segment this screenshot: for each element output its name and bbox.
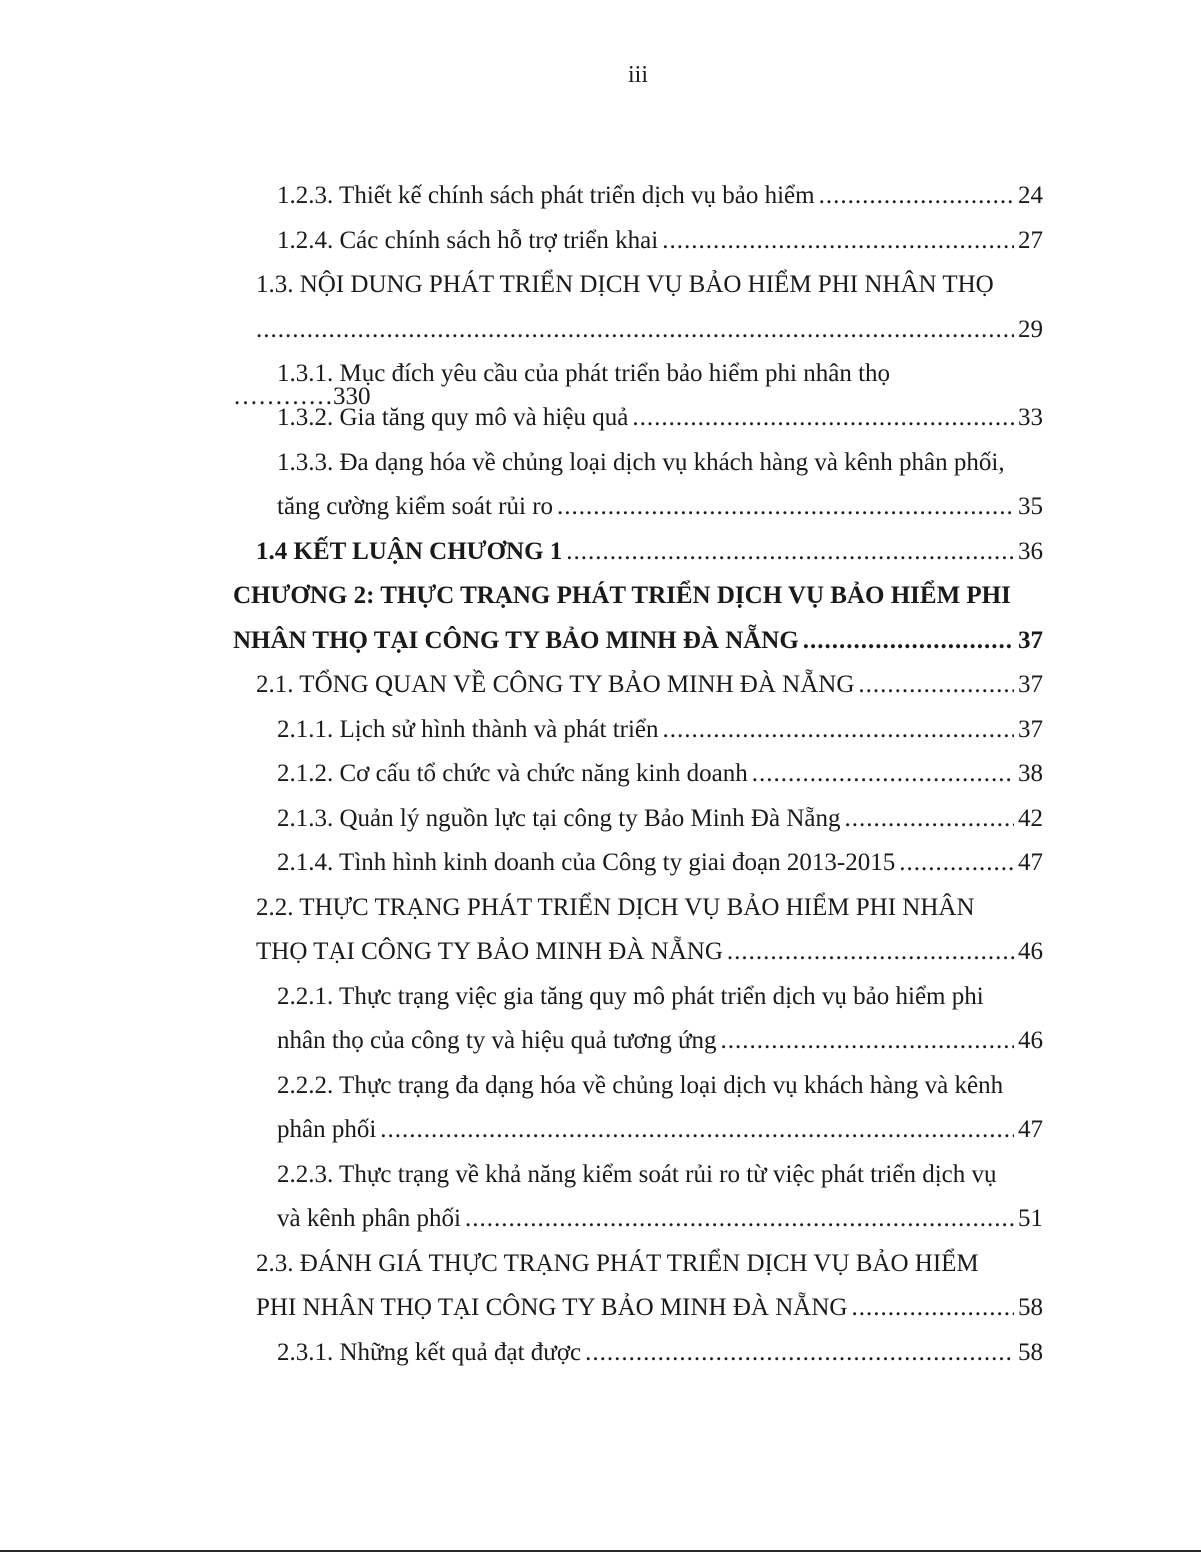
toc-page-number: 47 (1018, 1116, 1043, 1143)
toc-entry-text: phân phối (277, 1116, 377, 1143)
dot-leader (663, 711, 1014, 749)
toc-page-number: 42 (1018, 804, 1043, 832)
toc-entry-2-2-2-cont[interactable] (0, 1111, 1201, 1156)
toc-entry-2-1[interactable] (0, 666, 1201, 711)
dot-leader (662, 222, 1014, 260)
dot-leader (632, 399, 1014, 437)
dot-leader (566, 533, 1014, 571)
toc-entry-2-3[interactable] (0, 1245, 1201, 1290)
toc-entry-text: 1.3. NỘI DUNG PHÁT TRIỂN DỊCH VỤ BẢO HIỂM PHI NHÂN THỌ (256, 271, 994, 298)
toc-page-number: 29 (1018, 315, 1043, 343)
toc-entry-text: 1.2.3. Thiết kế chính sách phát triển dịch vụ bảo hiểm (277, 182, 815, 209)
toc-page-number: 38 (1018, 760, 1043, 787)
page-bottom-rule (0, 1550, 1201, 1552)
toc-entry-chapter-2[interactable] (0, 577, 1201, 622)
dot-leader (899, 844, 1014, 882)
toc-entry-text: 2.1.3. Quản lý nguồn lực tại công ty Bảo Minh Đà Nẵng (277, 804, 841, 832)
toc-page-number: 33 (1018, 404, 1043, 431)
toc-entry-2-2-3-cont[interactable] (0, 1200, 1201, 1245)
toc-entry-text: 2.3. ĐÁNH GIÁ THỰC TRẠNG PHÁT TRIỂN DỊCH VỤ BẢO HIỂM (256, 1249, 979, 1277)
toc-entry-text: 1.3.1. Mục đích yêu cầu của phát triển bảo hiểm phi nhân thọ (277, 360, 891, 387)
toc-page-number: 36 (1018, 537, 1043, 565)
toc-page-number: 37 (1018, 715, 1043, 743)
toc-entry-2-3-1[interactable] (0, 1334, 1201, 1379)
dot-leader (465, 1200, 1014, 1238)
toc-entry-text: 2.2.3. Thực trạng về khả năng kiểm soát rủi ro từ việc phát triển dịch vụ (277, 1160, 997, 1188)
toc-page-number: 37 (1018, 671, 1043, 698)
toc-entry-text: 1.3.3. Đa dạng hóa về chủng loại dịch vụ khách hàng và kênh phân phối, (277, 448, 1005, 476)
toc-entry-2-2-2[interactable] (0, 1067, 1201, 1112)
toc-entry-continuation: …………330 (233, 383, 371, 410)
toc-entry-text: 2.2.1. Thực trạng việc gia tăng quy mô phát triển dịch vụ bảo hiểm phi (277, 982, 984, 1010)
toc-entry-2-1-4[interactable] (0, 844, 1201, 889)
toc-entry-text: tăng cường kiểm soát rủi ro (277, 493, 554, 520)
toc-entry-text: và kênh phân phối (277, 1205, 461, 1232)
toc-entry-2-2-cont[interactable] (0, 933, 1201, 978)
toc-entry-2-3-cont[interactable] (0, 1289, 1201, 1334)
dot-leader (380, 1111, 1014, 1149)
toc-entry-text: 2.3.1. Những kết quả đạt được (277, 1338, 582, 1366)
toc-page-number: 24 (1018, 182, 1043, 209)
toc-entry-text: 1.2.4. Các chính sách hỗ trợ triển khai (277, 226, 659, 254)
toc-entry-text: 2.1. TỔNG QUAN VỀ CÔNG TY BẢO MINH ĐÀ NẴNG (256, 671, 855, 698)
toc-entry-text: 2.2.2. Thực trạng đa dạng hóa về chủng loại dịch vụ khách hàng và kênh (277, 1071, 1004, 1099)
dot-leader (803, 622, 1014, 660)
toc-entry-text: THỌ TẠI CÔNG TY BẢO MINH ĐÀ NẴNG (256, 938, 723, 965)
toc-entry-text: 2.1.4. Tình hình kinh doanh của Công ty giai đoạn 2013-2015 (277, 849, 896, 876)
toc-entry-text: 2.1.1. Lịch sử hình thành và phát triển (277, 715, 659, 743)
toc-entry-2-1-1[interactable] (0, 711, 1201, 756)
toc-entry-2-2-1[interactable] (0, 978, 1201, 1023)
toc-page-number: 27 (1018, 226, 1043, 254)
dot-leader (721, 1022, 1014, 1060)
dot-leader (858, 666, 1014, 704)
toc-entry-text: 1.3.2. Gia tăng quy mô và hiệu quả (277, 404, 629, 431)
toc-page-number: 58 (1018, 1294, 1043, 1321)
toc-entry-text: 2.2. THỰC TRẠNG PHÁT TRIỂN DỊCH VỤ BẢO HIỂM PHI NHÂN (256, 893, 975, 921)
toc-entry-text: 2.1.2. Cơ cấu tổ chức và chức năng kinh doanh (277, 760, 748, 787)
toc-entry-1-2-4[interactable] (0, 222, 1201, 267)
toc-entry-2-2-1-cont[interactable] (0, 1022, 1201, 1067)
toc-entry-chapter-2-cont[interactable] (0, 622, 1201, 667)
toc-entry-1-3-2[interactable] (0, 399, 1201, 444)
toc-entry-1-3-3-cont[interactable] (0, 488, 1201, 533)
toc-page-number: 46 (1018, 938, 1043, 965)
toc-page-number: 37 (1018, 626, 1043, 654)
toc-entry-1-2-3[interactable] (0, 177, 1201, 222)
toc-entry-2-2-3[interactable] (0, 1156, 1201, 1201)
dot-leader (851, 1289, 1014, 1327)
dot-leader (256, 311, 1014, 349)
toc-entry-text: NHÂN THỌ TẠI CÔNG TY BẢO MINH ĐÀ NẴNG (233, 626, 799, 654)
toc-entry-text: nhân thọ của công ty và hiệu quả tương ứng (277, 1027, 717, 1054)
toc-entry-text: 1.4 KẾT LUẬN CHƯƠNG 1 (256, 537, 563, 565)
toc-entry-text: PHI NHÂN THỌ TẠI CÔNG TY BẢO MINH ĐÀ NẴNG (256, 1294, 848, 1321)
toc-entry-1-3-page[interactable] (0, 311, 1201, 356)
toc-page-number: 35 (1018, 493, 1043, 520)
dot-leader (844, 800, 1014, 838)
dot-leader (727, 933, 1014, 971)
toc-entry-2-2[interactable] (0, 889, 1201, 934)
toc-page-number: 46 (1018, 1027, 1043, 1054)
dot-leader (585, 1334, 1014, 1372)
dot-leader (752, 755, 1014, 793)
toc-page-number: 47 (1018, 849, 1043, 876)
page-number: iii (627, 62, 648, 88)
dot-leader (557, 488, 1014, 526)
toc-entry-1-3[interactable] (0, 266, 1201, 311)
toc-entry-1-4[interactable] (0, 533, 1201, 578)
table-of-contents (0, 177, 1201, 1378)
toc-entry-2-1-2[interactable] (0, 755, 1201, 800)
toc-page-number: 51 (1018, 1205, 1043, 1232)
toc-entry-text: CHƯƠNG 2: THỰC TRẠNG PHÁT TRIỂN DỊCH VỤ BẢO HIỂM PHI (233, 582, 1011, 609)
toc-entry-1-3-3[interactable] (0, 444, 1201, 489)
toc-entry-2-1-3[interactable] (0, 800, 1201, 845)
dot-leader (819, 177, 1014, 215)
toc-page-number: 58 (1018, 1338, 1043, 1366)
